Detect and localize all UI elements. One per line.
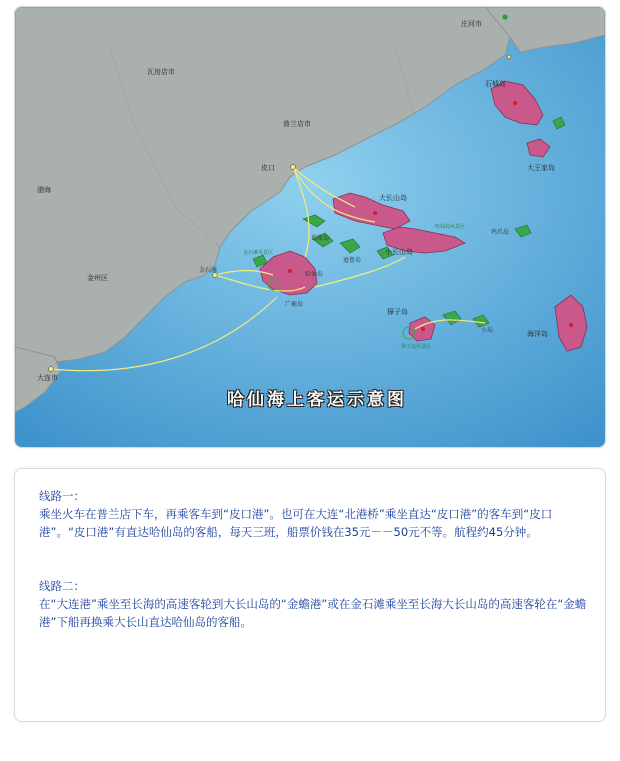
label-jinzhou: 金州区 [87,274,108,282]
label-xunlin: 逊鲁岛 [343,257,362,264]
text-panel [14,468,606,722]
marker-haiyang [569,323,573,327]
label-dachangshan: 大长山岛 [379,194,407,202]
route-2-body: 在“大连港”乘坐至长海的高速客轮到大长山岛的“金蟾港”或在金石滩乘坐至长海大长山岛的高速客轮在“金蟾港”下船再换乘大长山直达哈仙岛的客船。 [39,597,587,629]
label-zhuanghe: 庄河市 [461,20,482,28]
label-wafangdian: 瓦房店市 [147,68,175,76]
marker-dachangshan [373,211,377,215]
marker-zhangzi [421,327,425,331]
label-dalian: 大连市 [37,374,58,382]
route-1-body: 乘坐火车在普兰店下车，再乘客车到“皮口港”。也可在大连“北港桥”乘坐直达“皮口港”的客车到“皮口港”。“皮口港”有直达哈仙岛的客船，每天三班，船票价钱在35元－－50元不等。航程约45分钟。 [39,507,553,539]
marker-north [502,14,507,19]
route-1 [39,487,587,541]
label-jiaoxi: 鸡爪岛 [491,229,510,236]
label-zhangzi: 獐子岛 [387,308,408,316]
label-haiyang: 海洋岛 [527,330,548,338]
marker-dalian [49,367,54,372]
label-dawangjia: 大王家岛 [527,164,555,172]
label-pulandian: 普兰店市 [283,120,311,128]
label-xiaoyu: 小岛 [481,327,494,334]
marker-zhuanghe-port [507,55,511,59]
label-hanliu: 哈仙岛 [305,271,324,278]
label-jinshitan: 金石滩 [199,267,218,274]
label-scenic-1: 金石滩风景区 [243,250,274,256]
label-pikou: 皮口 [261,164,275,172]
marker-shicheng [513,101,517,105]
route-1-title: 线路一： [39,489,85,503]
route-2 [39,577,587,631]
label-bohai: 渤海 [37,186,51,194]
label-guanglu: 广鹿岛 [285,301,304,308]
route-2-title: 线路二： [39,579,85,593]
label-shicheng: 石城岛 [485,80,506,88]
marker-guanglu [288,269,292,273]
label-scenic-2: 哈仙岛风景区 [435,224,466,230]
map-title: 哈仙海上客运示意图 [227,390,407,410]
marker-pikou [291,165,296,170]
label-scenic-3: 獐子岛风景区 [401,344,432,350]
map-panel [14,6,606,448]
label-gelu: 葛藤岛 [311,235,330,242]
sea-map [15,7,605,447]
label-xiaochangshan: 小长山岛 [385,248,413,256]
